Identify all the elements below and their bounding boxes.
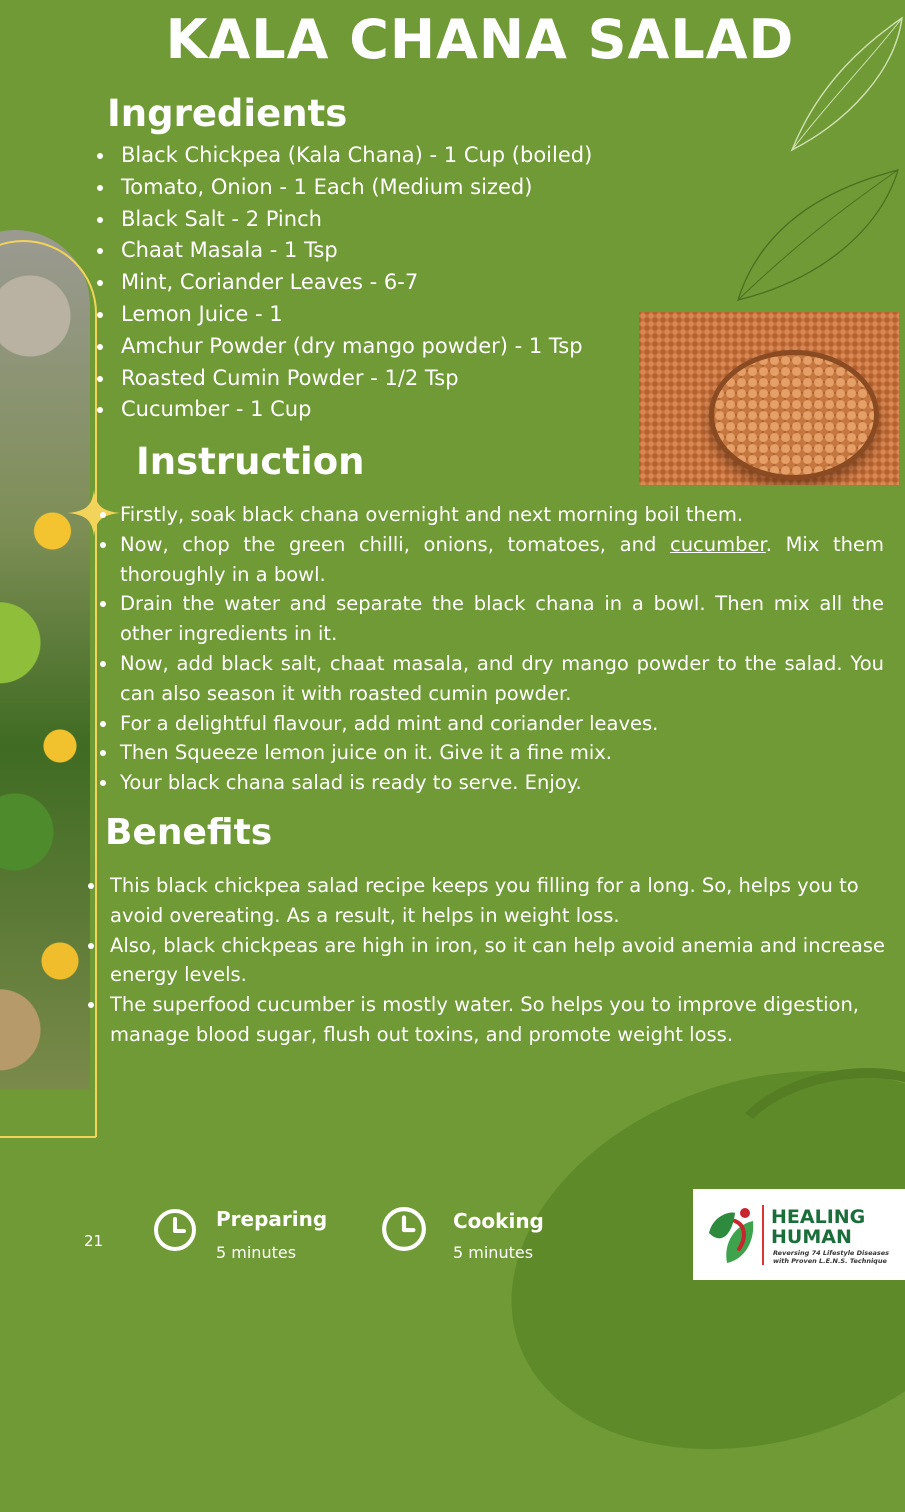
logo-name-line1: HEALING — [771, 1206, 866, 1228]
clock-icon — [153, 1208, 197, 1252]
logo-leaf-person-icon — [705, 1203, 759, 1267]
arch-frame — [0, 240, 97, 1137]
preparing-label: Preparing — [216, 1207, 328, 1231]
chickpea-bowl — [709, 350, 879, 480]
cooking-label: Cooking — [453, 1209, 544, 1233]
page-title: KALA CHANA SALAD — [165, 8, 795, 71]
list-item: This black chickpea salad recipe keeps you filling for a long. So, helps you to avoid overeating. As a result, it helps in weight loss. — [84, 871, 896, 931]
list-item: Firstly, soak black chana overnight and next morning boil them. — [97, 500, 884, 530]
instruction-list — [97, 500, 884, 798]
list-item: Roasted Cumin Powder - 1/2 Tsp — [97, 363, 637, 395]
list-item-text: . Mix them thoroughly in a bowl. — [120, 532, 884, 586]
list-item: Black Salt - 2 Pinch — [97, 204, 637, 236]
list-item: For a delightful flavour, add mint and coriander leaves. — [97, 709, 884, 739]
benefits-list — [84, 871, 896, 1050]
ingredients-heading: Ingredients — [107, 92, 348, 135]
list-item: Your black chana salad is ready to serve. Enjoy. — [97, 768, 884, 798]
list-item: Tomato, Onion - 1 Each (Medium sized) — [97, 172, 637, 204]
list-item: Also, black chickpeas are high in iron, so it can help avoid anemia and increase energy levels. — [84, 931, 896, 991]
ingredients-list — [97, 140, 637, 426]
instruction-heading: Instruction — [136, 440, 365, 483]
logo-name-line2: HUMAN — [771, 1226, 852, 1248]
list-item: The superfood cucumber is mostly water. So helps you to improve digestion, manage blood sugar, flush out toxins, and promote weight loss. — [84, 990, 896, 1050]
list-item: Mint, Coriander Leaves - 6-7 — [97, 267, 637, 299]
page-number: 21 — [84, 1232, 104, 1250]
list-item — [97, 530, 884, 590]
cooking-time: 5 minutes — [453, 1243, 534, 1262]
list-item: Black Chickpea (Kala Chana) - 1 Cup (boiled) — [97, 140, 637, 172]
logo-tagline: Reversing 74 Lifestyle Diseases with Proven L.E.N.S. Technique — [773, 1249, 890, 1265]
list-item: Chaat Masala - 1 Tsp — [97, 235, 637, 267]
clock-icon — [381, 1206, 427, 1252]
list-item: Lemon Juice - 1 — [97, 299, 637, 331]
logo-name — [771, 1207, 901, 1247]
logo-divider — [762, 1205, 764, 1265]
arch-frame-bottom — [0, 1136, 96, 1138]
chickpea-photo — [639, 312, 899, 485]
list-item: Then Squeeze lemon juice on it. Give it a fine mix. — [97, 738, 884, 768]
list-item-text: Now, chop the green chilli, onions, tomatoes, and — [120, 532, 670, 556]
preparing-time: 5 minutes — [216, 1243, 297, 1262]
underlined-word: cucumber — [669, 532, 766, 556]
list-item: Now, add black salt, chaat masala, and dry mango powder to the salad. You can also season it with roasted cumin powder. — [97, 649, 884, 709]
list-item: Cucumber - 1 Cup — [97, 394, 637, 426]
list-item: Drain the water and separate the black chana in a bowl. Then mix all the other ingredients in it. — [97, 589, 884, 649]
list-item: Amchur Powder (dry mango powder) - 1 Tsp — [97, 331, 637, 363]
healing-human-logo — [693, 1189, 905, 1280]
benefits-heading: Benefits — [105, 812, 273, 853]
